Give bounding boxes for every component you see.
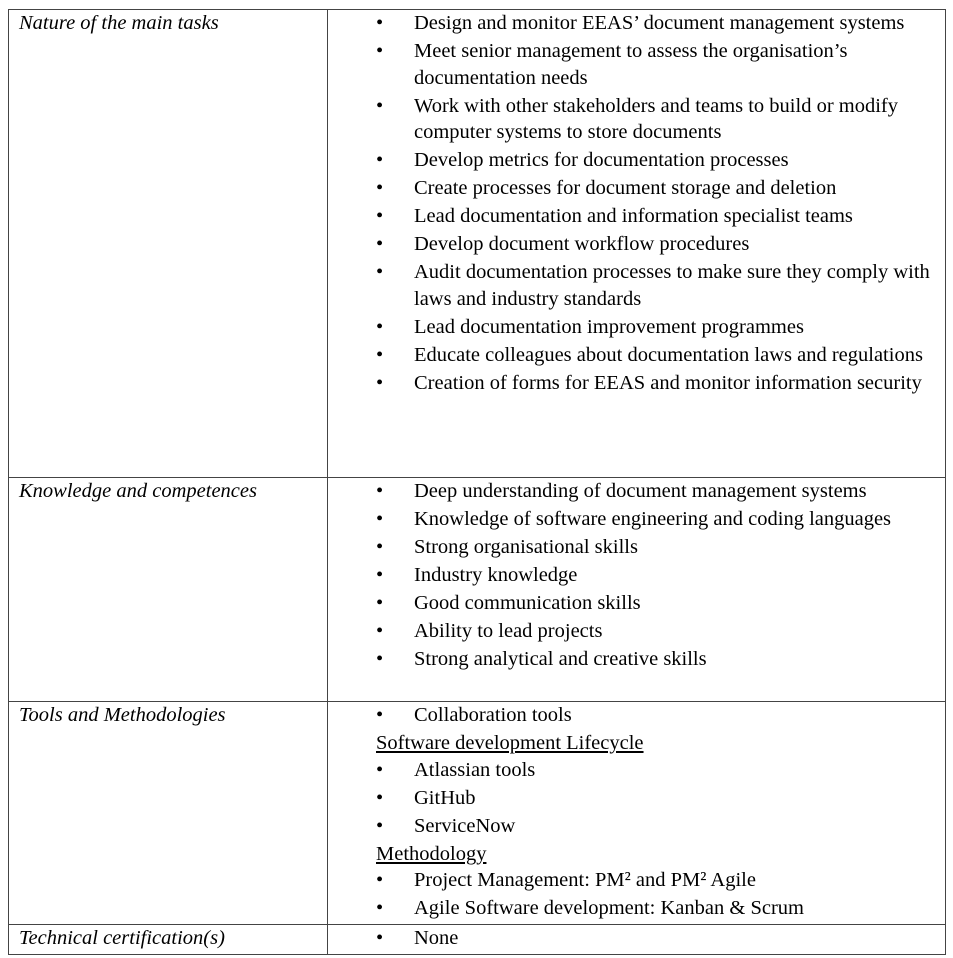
list-item: • Develop document workflow procedures	[328, 231, 937, 258]
list-item: • Strong organisational skills	[328, 534, 937, 561]
list-item: • Industry knowledge	[328, 562, 937, 589]
list-item: • Creation of forms for EEAS and monitor information security	[328, 370, 937, 397]
row-content	[328, 478, 946, 702]
list-item: • ServiceNow	[328, 813, 937, 840]
list-item: • Strong analytical and creative skills	[328, 646, 937, 673]
list-item: • Work with other stakeholders and teams to build or modify computer systems to store documents	[328, 93, 937, 146]
competences-list	[328, 478, 937, 673]
list-item: • Lead documentation improvement programmes	[328, 314, 937, 341]
tasks-list	[328, 10, 937, 396]
list-item: • Develop metrics for documentation processes	[328, 147, 937, 174]
list-item: • Good communication skills	[328, 590, 937, 617]
list-item: • GitHub	[328, 785, 937, 812]
row-main-tasks	[9, 10, 946, 478]
list-item: • Create processes for document storage and deletion	[328, 175, 937, 202]
list-item: • Educate colleagues about documentation laws and regulations	[328, 342, 937, 369]
list-item: • Ability to lead projects	[328, 618, 937, 645]
row-content	[328, 702, 946, 925]
list-item: • Knowledge of software engineering and coding languages	[328, 506, 937, 533]
list-item: • Deep understanding of document management systems	[328, 478, 937, 505]
row-knowledge-competences	[9, 478, 946, 702]
list-item: • Atlassian tools	[328, 757, 937, 784]
tools-list-general	[328, 702, 937, 729]
subheading-methodology: Methodology	[376, 842, 487, 865]
list-item: • Lead documentation and information specialist teams	[328, 203, 937, 230]
list-item: • Design and monitor EEAS’ document management systems	[328, 10, 937, 37]
certifications-list	[328, 925, 937, 952]
row-label: Knowledge and competences	[9, 478, 328, 702]
row-label: Tools and Methodologies	[9, 702, 328, 925]
row-technical-certifications	[9, 925, 946, 955]
subheading-sdlc: Software development Lifecycle	[376, 732, 644, 754]
row-content	[328, 10, 946, 478]
list-item: • Collaboration tools	[328, 702, 937, 729]
list-item: • Project Management: PM² and PM² Agile	[328, 867, 937, 894]
list-item: • Agile Software development: Kanban & Scrum	[328, 895, 937, 922]
row-label: Nature of the main tasks	[9, 10, 328, 478]
tools-list-methodology	[328, 867, 937, 922]
row-label: Technical certification(s)	[9, 925, 328, 955]
job-profile-table	[8, 9, 946, 955]
list-item: • Audit documentation processes to make sure they comply with laws and industry standards	[328, 259, 937, 312]
tools-list-sdlc	[328, 757, 937, 840]
row-tools-methodologies	[9, 702, 946, 925]
list-item: • None	[328, 925, 937, 952]
row-content	[328, 925, 946, 955]
list-item: • Meet senior management to assess the organisation’s documentation needs	[328, 38, 937, 91]
